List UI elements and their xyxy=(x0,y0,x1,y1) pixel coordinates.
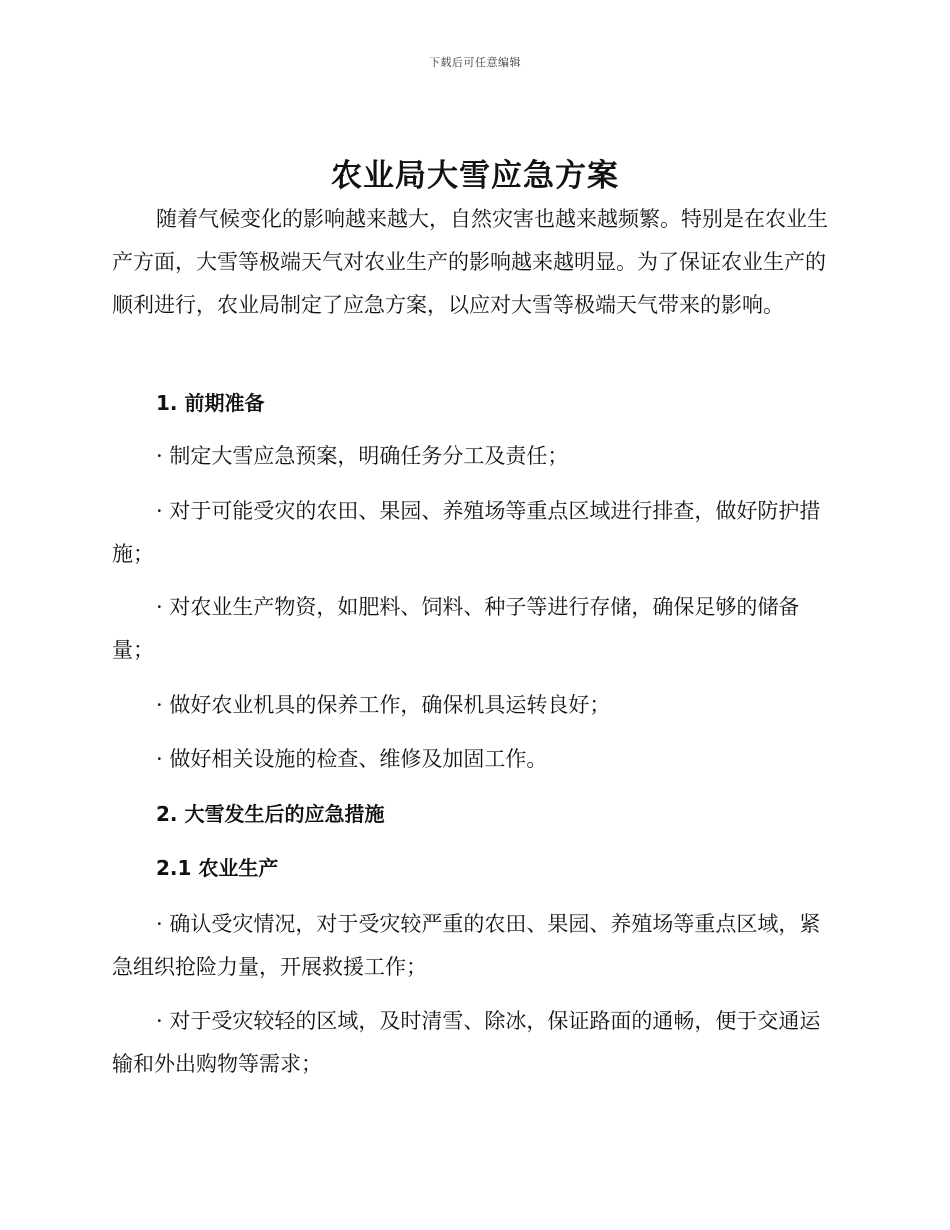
section-1-item xyxy=(112,684,834,727)
header-note: 下载后可任意编辑 xyxy=(429,56,521,69)
intro-paragraph xyxy=(112,198,834,327)
section-2-heading: 2. 大雪发生后的应急措施 xyxy=(156,802,385,826)
section-1-heading-block xyxy=(112,382,834,425)
list-item: · 对于可能受灾的农田、果园、养殖场等重点区域进行排查，做好防护措施； xyxy=(112,499,821,566)
document-title: 农业局大雪应急方案 xyxy=(331,158,619,194)
section-2-1-heading: 2.1 农业生产 xyxy=(156,856,279,880)
section-1-item xyxy=(112,586,834,672)
list-item: · 制定大雪应急预案，明确任务分工及责任； xyxy=(156,444,569,468)
list-item: · 做好农业机具的保养工作，确保机具运转良好； xyxy=(156,693,611,717)
section-1-heading: 1. 前期准备 xyxy=(156,391,265,415)
section-2-1-heading-block xyxy=(112,847,834,890)
section-1-item xyxy=(112,738,834,781)
list-item: · 对农业生产物资，如肥料、饲料、种子等进行存储，确保足够的储备量； xyxy=(112,595,800,662)
section-2-heading-block xyxy=(112,793,834,836)
section-2-1-item xyxy=(112,903,834,989)
list-item: · 做好相关设施的检查、维修及加固工作。 xyxy=(156,747,548,771)
list-item: · 确认受灾情况，对于受灾较严重的农田、果园、养殖场等重点区域，紧急组织抢险力量，开展救援工作； xyxy=(112,912,821,979)
section-1-item xyxy=(112,490,834,576)
section-2-1-item xyxy=(112,1000,834,1086)
list-item: · 对于受灾较轻的区域，及时清雪、除冰，保证路面的通畅，便于交通运输和外出购物等需求； xyxy=(112,1009,821,1076)
intro-text: 随着气候变化的影响越来越大，自然灾害也越来越频繁。特别是在农业生产方面，大雪等极端天气对农业生产的影响越来越明显。为了保证农业生产的顺利进行，农业局制定了应急方案，以应对大雪等极端天气带来的影响。 xyxy=(112,207,828,317)
section-1-item xyxy=(112,435,834,478)
